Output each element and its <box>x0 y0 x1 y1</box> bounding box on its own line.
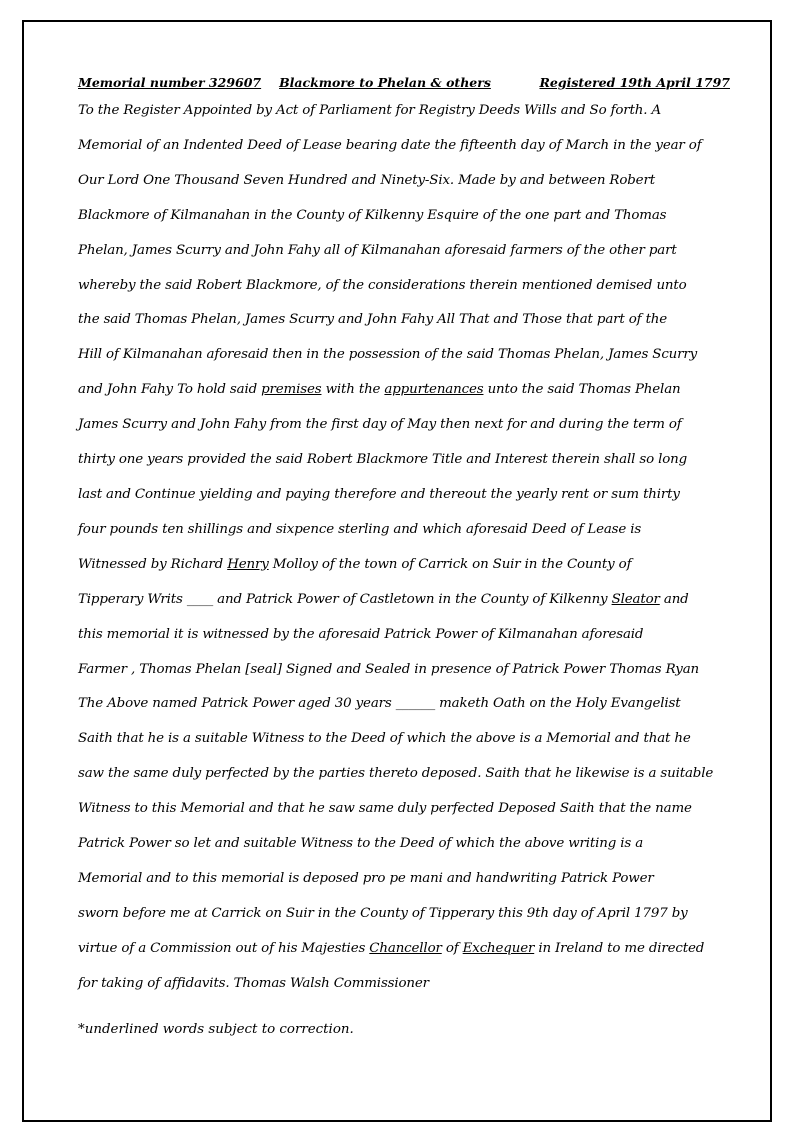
text-segment: Patrick Power so let and suitable Witness to the Deed of which the above writing is a <box>78 836 644 852</box>
text-segment: thirty one years provided the said Robert Blackmore Title and Interest therein shall so long <box>78 452 688 468</box>
document-content <box>78 72 730 1042</box>
text-segment: Hill of Kilmanahan aforesaid then in the possession of the said Thomas Phelan, James Scurry <box>78 347 698 363</box>
text-segment: in Ireland to me directed <box>534 940 705 956</box>
text-line <box>78 932 730 967</box>
memorial-number: Memorial number 329607 <box>78 75 262 90</box>
text-line <box>78 583 730 618</box>
text-line <box>78 757 730 792</box>
text-segment: Tipperary Writs ____ and Patrick Power of Castletown in the County of Kilkenny <box>78 591 612 607</box>
text-segment: virtue of a Commission out of his Majesties <box>78 940 370 956</box>
text-segment: To the Register Appointed by Act of Parliament for Registry Deeds Wills and So forth. A <box>78 103 661 118</box>
text-segment: James Scurry and John Fahy from the first day of May then next for and during the term of <box>78 417 682 433</box>
text-line <box>78 967 730 1002</box>
text-line <box>78 478 730 513</box>
text-segment: Molloy of the town of Carrick on Suir in the County of <box>268 556 632 572</box>
text-line <box>78 199 730 234</box>
text-segment: last and Continue yielding and paying therefore and thereout the yearly rent or sum thirty <box>78 486 680 502</box>
text-segment: The Above named Patrick Power aged 30 years ______ maketh Oath on the Holy Evangelist <box>78 696 681 712</box>
text-segment: of <box>441 940 463 956</box>
text-line <box>78 687 730 722</box>
underlined-word: appurtenances <box>384 382 484 398</box>
underlined-word: Sleator <box>611 591 660 607</box>
text-segment: for taking of affidavits. Thomas Walsh Commissioner <box>78 975 429 991</box>
text-line <box>78 234 730 269</box>
text-line <box>78 862 730 897</box>
text-line <box>78 618 730 653</box>
text-line <box>78 722 730 757</box>
text-segment: saw the same duly perfected by the parties thereto deposed. Saith that he likewise is a suitable <box>78 766 714 782</box>
header-left <box>78 72 491 94</box>
text-line <box>78 303 730 338</box>
text-segment: Our Lord One Thousand Seven Hundred and Ninety-Six. Made by and between Robert <box>78 172 655 188</box>
text-line <box>78 897 730 932</box>
text-line <box>78 548 730 583</box>
text-segment: whereby the said Robert Blackmore, of the considerations therein mentioned demised unto <box>78 277 687 293</box>
text-segment: the said Thomas Phelan, James Scurry and John Fahy All That and Those that part of the <box>78 312 668 328</box>
text-segment: Blackmore of Kilmanahan in the County of Kilkenny Esquire of the one part and Thomas <box>78 207 667 223</box>
text-segment: with the <box>321 382 385 398</box>
text-line <box>78 443 730 478</box>
memorial-body <box>78 94 730 1002</box>
text-line <box>78 653 730 688</box>
text-line <box>78 513 730 548</box>
text-line <box>78 338 730 373</box>
underlined-word: Henry <box>227 556 269 572</box>
text-segment: Memorial of an Indented Deed of Lease bearing date the fifteenth day of March in the year of <box>78 137 702 153</box>
text-segment: Phelan, James Scurry and John Fahy all of Kilmanahan aforesaid farmers of the other part <box>78 242 677 258</box>
underlined-word: Exchequer <box>462 940 535 956</box>
text-segment: Witness to this Memorial and that he saw same duly perfected Deposed Saith that the name <box>78 801 692 817</box>
text-segment: and John Fahy To hold said <box>78 382 262 398</box>
text-segment: four pounds ten shillings and sixpence sterling and which aforesaid Deed of Lease is <box>78 521 642 537</box>
memorial-parties: Blackmore to Phelan & others <box>279 75 491 90</box>
text-line <box>78 129 730 164</box>
text-line <box>78 827 730 862</box>
footnote: *underlined words subject to correction. <box>78 1021 354 1037</box>
text-segment: this memorial it is witnessed by the aforesaid Patrick Power of Kilmanahan aforesaid <box>78 626 644 642</box>
text-segment: Witnessed by Richard <box>78 556 228 572</box>
text-segment: Farmer , Thomas Phelan [seal] Signed and Sealed in presence of Patrick Power Thomas Ryan <box>78 661 699 677</box>
underlined-word: premises <box>261 382 322 398</box>
text-line <box>78 373 730 408</box>
text-line <box>78 792 730 827</box>
registration-date: Registered 19th April 1797 <box>539 75 730 90</box>
text-segment: sworn before me at Carrick on Suir in the County of Tipperary this 9th day of April 1797 by <box>78 905 688 921</box>
text-segment: and <box>659 591 689 607</box>
text-segment: unto the said Thomas Phelan <box>483 382 681 398</box>
text-line <box>78 408 730 443</box>
text-line <box>78 164 730 199</box>
text-segment: Memorial and to this memorial is deposed pro pe mani and handwriting Patrick Power <box>78 870 654 886</box>
underlined-word: Chancellor <box>369 940 442 956</box>
text-line <box>78 269 730 304</box>
document-header <box>78 72 730 94</box>
text-line <box>78 94 730 129</box>
text-segment: Saith that he is a suitable Witness to the Deed of which the above is a Memorial and that he <box>78 731 691 747</box>
